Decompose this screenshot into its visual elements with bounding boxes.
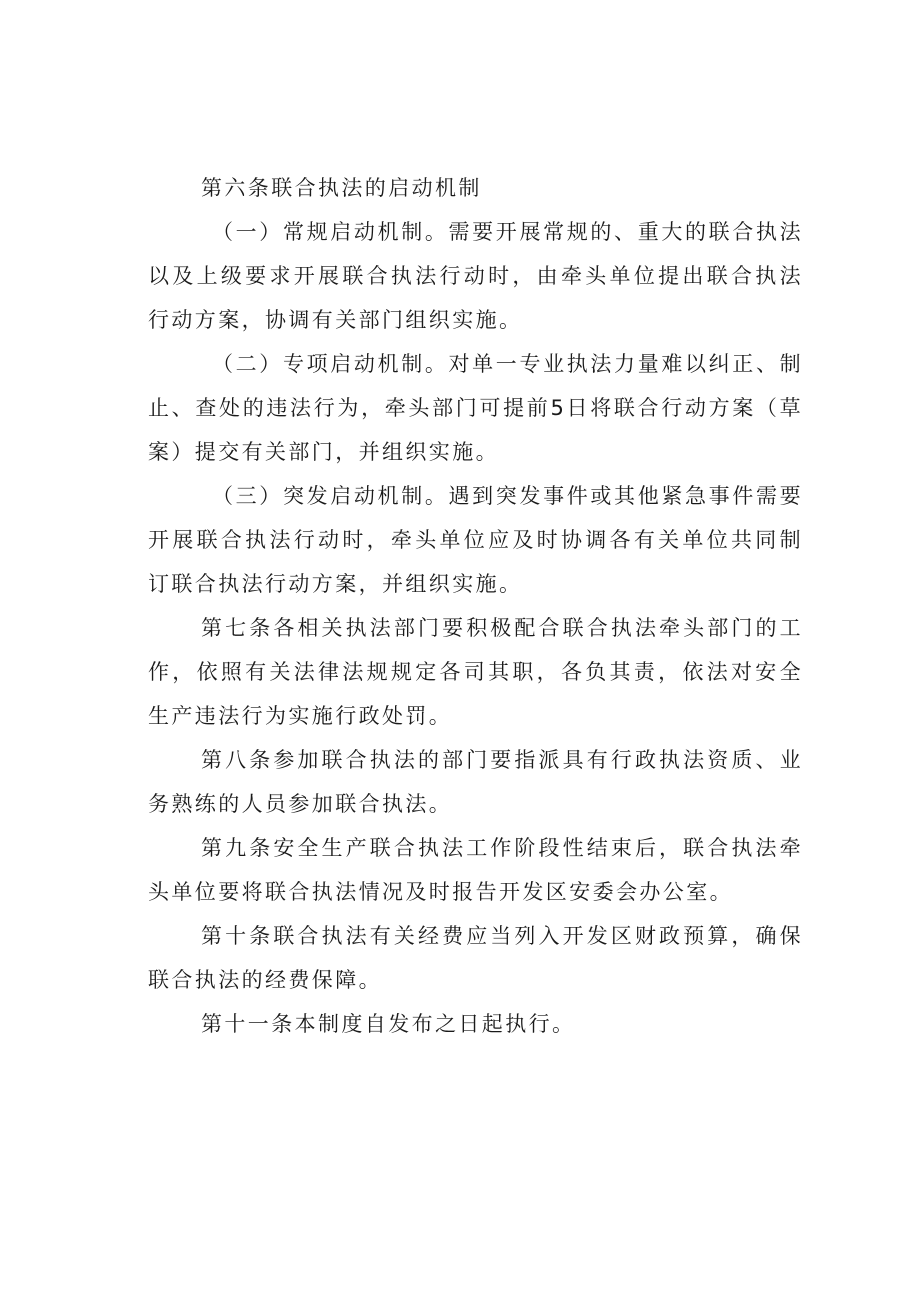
article-8-paragraph: 第八条参加联合执法的部门要指派具有行政执法资质、业务熟练的人员参加联合执法。 [148, 748, 803, 816]
article-11-paragraph: 第十一条本制度自发布之日起执行。 [201, 1012, 576, 1036]
article-6-item-1: （一）常规启动机制。需要开展常规的、重大的联合执法以及上级要求开展联合执法行动时，由牵头单位提出联合执法行动方案，协调有关部门组织实施。 [148, 220, 803, 332]
article-9-paragraph: 第九条安全生产联合执法工作阶段性结束后，联合执法牵头单位要将联合执法情况及时报告开发区安委会办公室。 [148, 836, 803, 904]
article-6-heading: 第六条联合执法的启动机制 [201, 176, 482, 200]
article-10-paragraph: 第十条联合执法有关经费应当列入开发区财政预算，确保联合执法的经费保障。 [148, 924, 803, 992]
article-6-item-2: （二）专项启动机制。对单一专业执法力量难以纠正、制止、查处的违法行为，牵头部门可提前5日将联合行动方案（草案）提交有关部门，并组织实施。 [148, 352, 803, 464]
document-body [148, 166, 803, 1046]
article-6-item-3: （三）突发启动机制。遇到突发事件或其他紧急事件需要开展联合执法行动时，牵头单位应及时协调各有关单位共同制订联合执法行动方案，并组织实施。 [148, 484, 803, 596]
article-7-paragraph: 第七条各相关执法部门要积极配合联合执法牵头部门的工作，依照有关法律法规规定各司其职，各负其责，依法对安全生产违法行为实施行政处罚。 [148, 616, 803, 728]
